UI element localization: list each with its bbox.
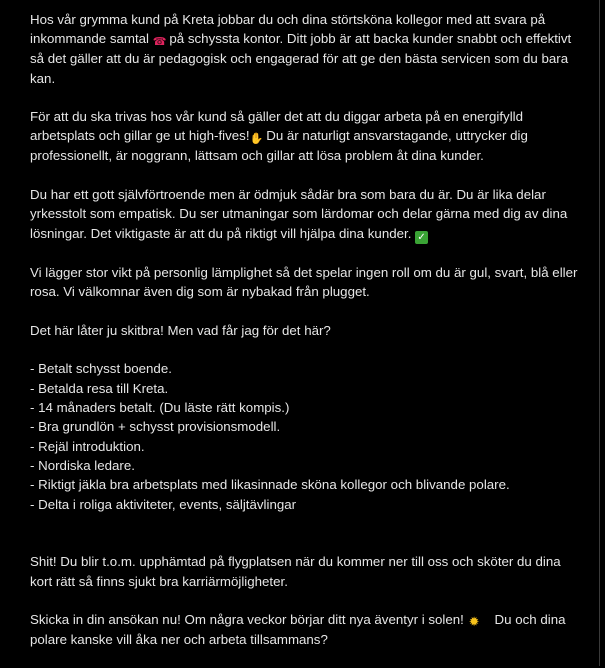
paragraph-workplace [30, 107, 582, 166]
paragraph-apply-text: Skicka in din ansökan nu! Om några veckor börjar ditt nya äventyr i solen! [30, 612, 464, 628]
paragraph-apply [30, 610, 582, 649]
paragraph-personality-text: Du har ett gott självförtroende men är ödmjuk sådär bra som bara du är. Du är lika delar yrkesstolt som empatisk. Du ser utmaningar som lärdomar och delar gärna med dig av dina lösningar. Det viktigaste är att du på riktigt vill hjälpa dina kunder. [30, 187, 568, 241]
sun-icon: ✹ [468, 614, 480, 630]
list-item: - Betalda resa till Kreta. [30, 380, 169, 396]
list-item: - Rejäl introduktion. [30, 438, 145, 454]
job-description-text [30, 10, 582, 668]
paragraph-intro-text: Hos vår grymma kund på Kreta jobbar du och dina störtsköna kollegor med att svara på inkommande samtal [30, 12, 546, 47]
blank-line [30, 533, 582, 552]
paragraph-workplace-text-cont: Du är naturligt ansvarstagande, uttrycker dig professionellt, är noggrann, lättsam och gillar att lösa problem åt dina kunder. [30, 128, 528, 164]
benefits-list [30, 359, 582, 513]
paragraph-apply-text-cont: Du och dina polare kanske vill åka ner och arbeta tillsammans? [30, 612, 566, 647]
list-item: - Bra grundlön + schysst provisionsmodell. [30, 419, 281, 435]
paragraph-pickup: Shit! Du blir t.o.m. upphämtad på flygplatsen när du kommer ner till oss och sköter du dina kort rätt så finns sjukt bra karriärmöjligheter. [30, 554, 561, 589]
list-item: - Delta i roliga aktiviteter, events, säljtävlingar [30, 496, 297, 512]
telephone-icon: ☎ [152, 36, 167, 49]
list-item: - 14 månaders betalt. (Du läste rätt kompis.) [30, 400, 290, 416]
paragraph-workplace-text: För att du ska trivas hos vår kund så gäller det att du diggar arbeta på en energifylld arbetsplats och gillar ge ut high-fives! [30, 109, 524, 144]
paragraph-intro-text-cont: på schyssta kontor. Ditt jobb är att backa kunder snabbt och effektivt så det gäller att du är pedagogisk och engagerad för att ge den bästa servicen som du bara kan. [30, 31, 572, 86]
list-item: - Nordiska ledare. [30, 457, 135, 473]
list-item: - Riktigt jäkla bra arbetsplats med likasinnade sköna kollegor och blivande polare. [30, 477, 510, 493]
list-item: - Betalt schysst boende. [30, 361, 172, 377]
raised-hand-icon: ✋ [249, 133, 264, 146]
paragraph-question: Det här låter ju skitbra! Men vad får jag för det här? [30, 322, 331, 338]
paragraph-personality [30, 185, 582, 244]
check-mark-icon: ✓ [415, 231, 428, 244]
paragraph-intro [30, 10, 582, 88]
paragraph-suitability: Vi lägger stor vikt på personlig lämplighet så det spelar ingen roll om du är gul, svart, blå eller rosa. Vi välkomnar även dig som är nybakad från plugget. [30, 264, 578, 300]
